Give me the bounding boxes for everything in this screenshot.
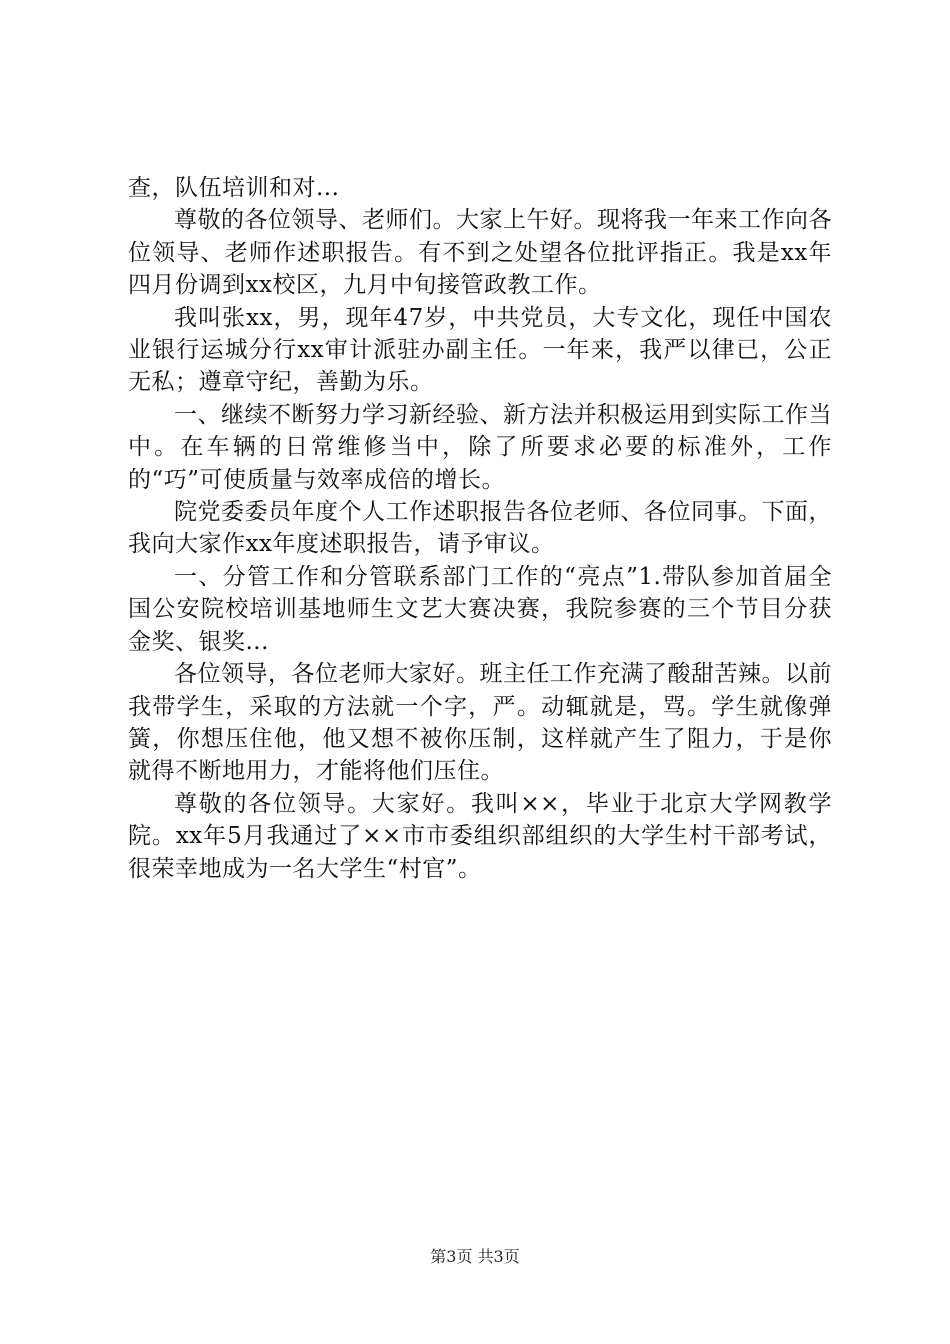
paragraph-class-teacher: 各位领导，各位老师大家好。班主任工作充满了酸甜苦辣。以前我带学生，采取的方法就一个字，严。动辄就是，骂。学生就像弹簧，你想压住他，他又想不被你压制，这样就产生了阻力，于是你就得不断地用力，才能将他们压住。 bbox=[128, 661, 832, 785]
paragraph-greeting-report: 尊敬的各位领导、老师们。大家上午好。现将我一年来工作向各位领导、老师作述职报告。有不到之处望各位批评指正。我是xx年四月份调到xx校区，九月中旬接管政教工作。 bbox=[128, 207, 832, 299]
paragraph-village-official: 尊敬的各位领导。大家好。我叫××，毕业于北京大学网教学院。xx年5月我通过了××市市委组织部组织的大学生村干部考试，很荣幸地成为一名大学生“村官”。 bbox=[128, 790, 832, 882]
paragraph-highlights: 一、分管工作和分管联系部门工作的“亮点”1.带队参加首届全国公安院校培训基地师生文艺大赛决赛，我院参赛的三个节目分获金奖、银奖... bbox=[128, 563, 832, 655]
page-footer: 第3页 共3页 bbox=[430, 1247, 520, 1266]
document-body bbox=[128, 172, 832, 885]
paragraph-continuation: 查，队伍培训和对... bbox=[128, 175, 340, 201]
paragraph-annual-report: 院党委委员年度个人工作述职报告各位老师、各位同事。下面，我向大家作xx年度述职报告，请予审议。 bbox=[128, 499, 832, 558]
paragraph-self-introduction: 我叫张xx，男，现年47岁，中共党员，大专文化，现任中国农业银行运城分行xx审计派驻办副主任。一年来，我严以律已，公正无私；遵章守纪，善勤为乐。 bbox=[128, 304, 832, 396]
paragraph-learning: 一、继续不断努力学习新经验、新方法并积极运用到实际工作当中。在车辆的日常维修当中，除了所要求必要的标准外，工作的“巧”可使质量与效率成倍的增长。 bbox=[128, 401, 832, 493]
